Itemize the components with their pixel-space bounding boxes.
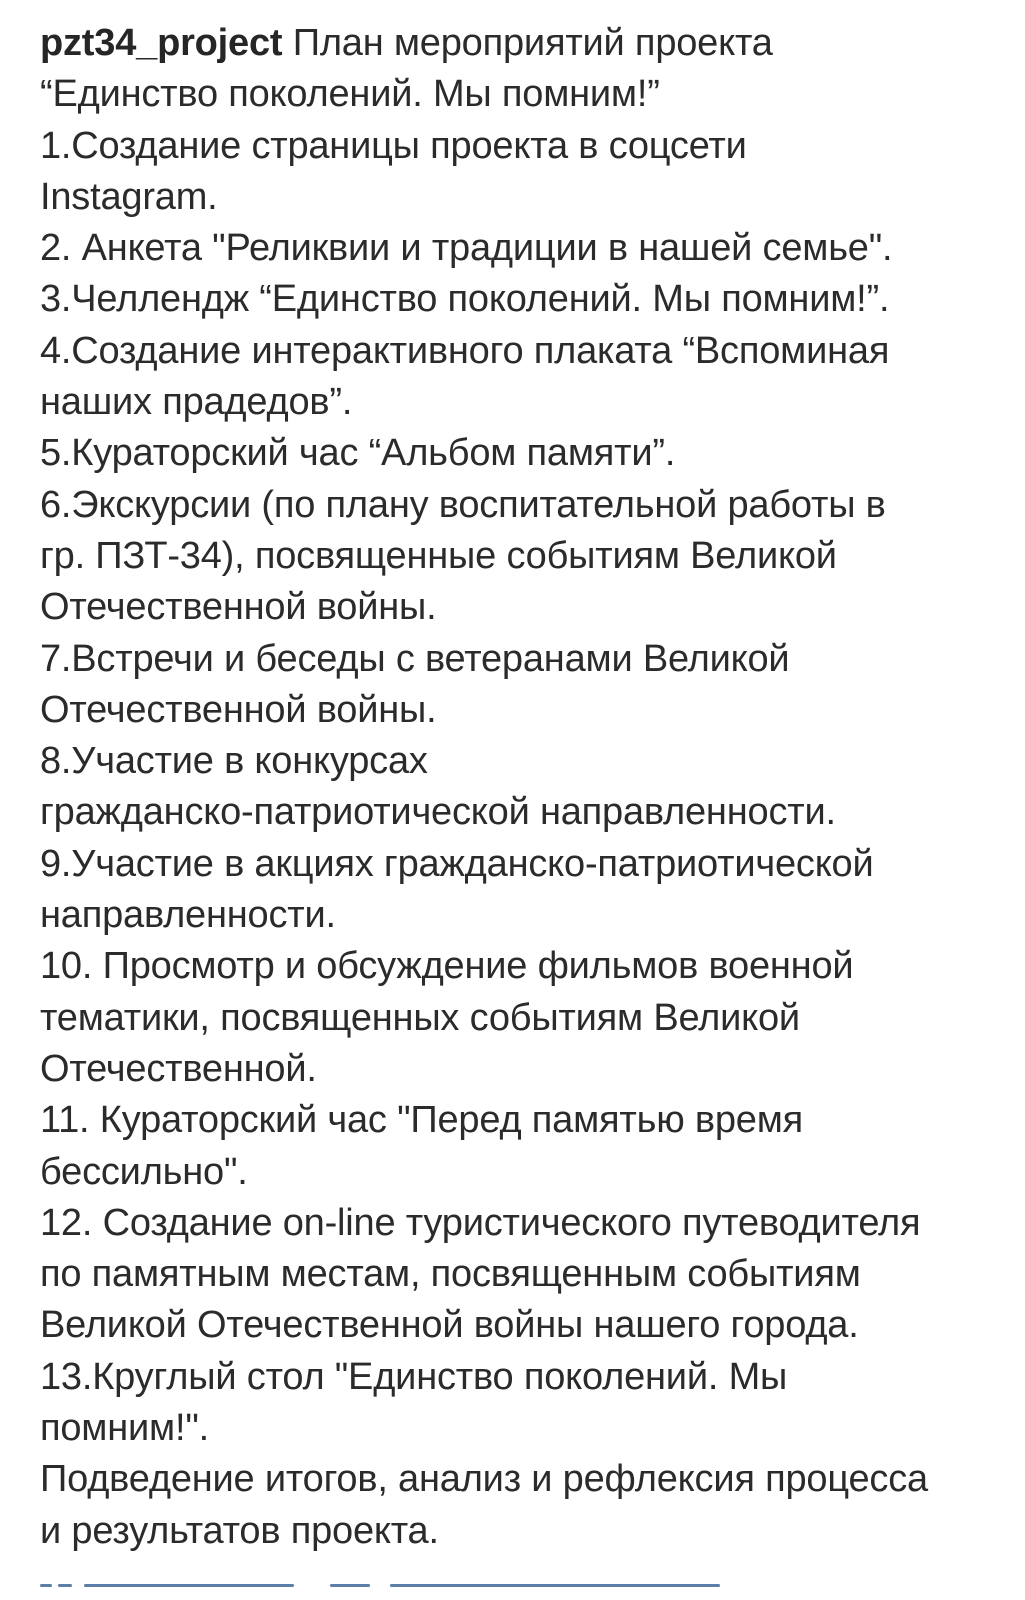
caption-line: Отечественной. <box>40 1047 317 1090</box>
caption-line: Подведение итогов, анализ и рефлексия процесса <box>40 1458 928 1501</box>
caption-line: бессильно". <box>40 1150 248 1193</box>
caption-line: по памятным местам, посвященным событиям <box>40 1253 861 1296</box>
caption-line <box>40 18 1000 69</box>
post-caption <box>40 18 1000 1557</box>
caption-line: 13.Круглый стол "Единство поколений. Мы <box>40 1355 788 1398</box>
caption-line: помним!". <box>40 1407 209 1450</box>
caption-text: План мероприятий проекта <box>292 22 773 64</box>
caption-line: 2. Анкета "Реликвии и традиции в нашей семье". <box>40 227 893 270</box>
caption-line: Великой Отечественной войны нашего города. <box>40 1304 859 1347</box>
caption-line: тематики, посвященных событиям Великой <box>40 996 800 1039</box>
caption-line: направленности. <box>40 894 336 937</box>
caption-line: 4.Создание интерактивного плаката “Вспоминая <box>40 329 890 372</box>
caption-line: Отечественной войны. <box>40 688 437 731</box>
caption-line: 7.Встречи и беседы с ветеранами Великой <box>40 637 790 680</box>
caption-line: 3.Челлендж “Единство поколений. Мы помним!”. <box>40 278 890 321</box>
username-link[interactable]: pzt34_project <box>40 22 283 64</box>
caption-line: 11. Кураторский час "Перед памятью время <box>40 1099 804 1142</box>
caption-line: Отечественной войны. <box>40 586 437 629</box>
caption-line: наших прадедов”. <box>40 381 353 424</box>
caption-line: 8.Участие в конкурсах <box>40 740 428 783</box>
caption-line: и результатов проекта. <box>40 1509 439 1552</box>
caption-line: гражданско-патриотической направленности. <box>40 791 836 834</box>
caption-line: “Единство поколений. Мы помним!” <box>40 73 660 116</box>
caption-line: 12. Создание on-line туристического путеводителя <box>40 1201 921 1244</box>
hashtag-line-cut-off[interactable] <box>40 1584 1000 1600</box>
caption-line: гр. ПЗТ-34), посвященные событиям Великой <box>40 534 837 577</box>
caption-line: 10. Просмотр и обсуждение фильмов военной <box>40 945 854 988</box>
caption-line: 5.Кураторский час “Альбом памяти”. <box>40 432 676 475</box>
caption-line: 9.Участие в акциях гражданско-патриотической <box>40 842 874 885</box>
caption-line: 1.Создание страницы проекта в соцсети <box>40 124 747 167</box>
caption-line: 6.Экскурсии (по плану воспитательной работы в <box>40 483 886 526</box>
caption-line: Instagram. <box>40 175 218 218</box>
